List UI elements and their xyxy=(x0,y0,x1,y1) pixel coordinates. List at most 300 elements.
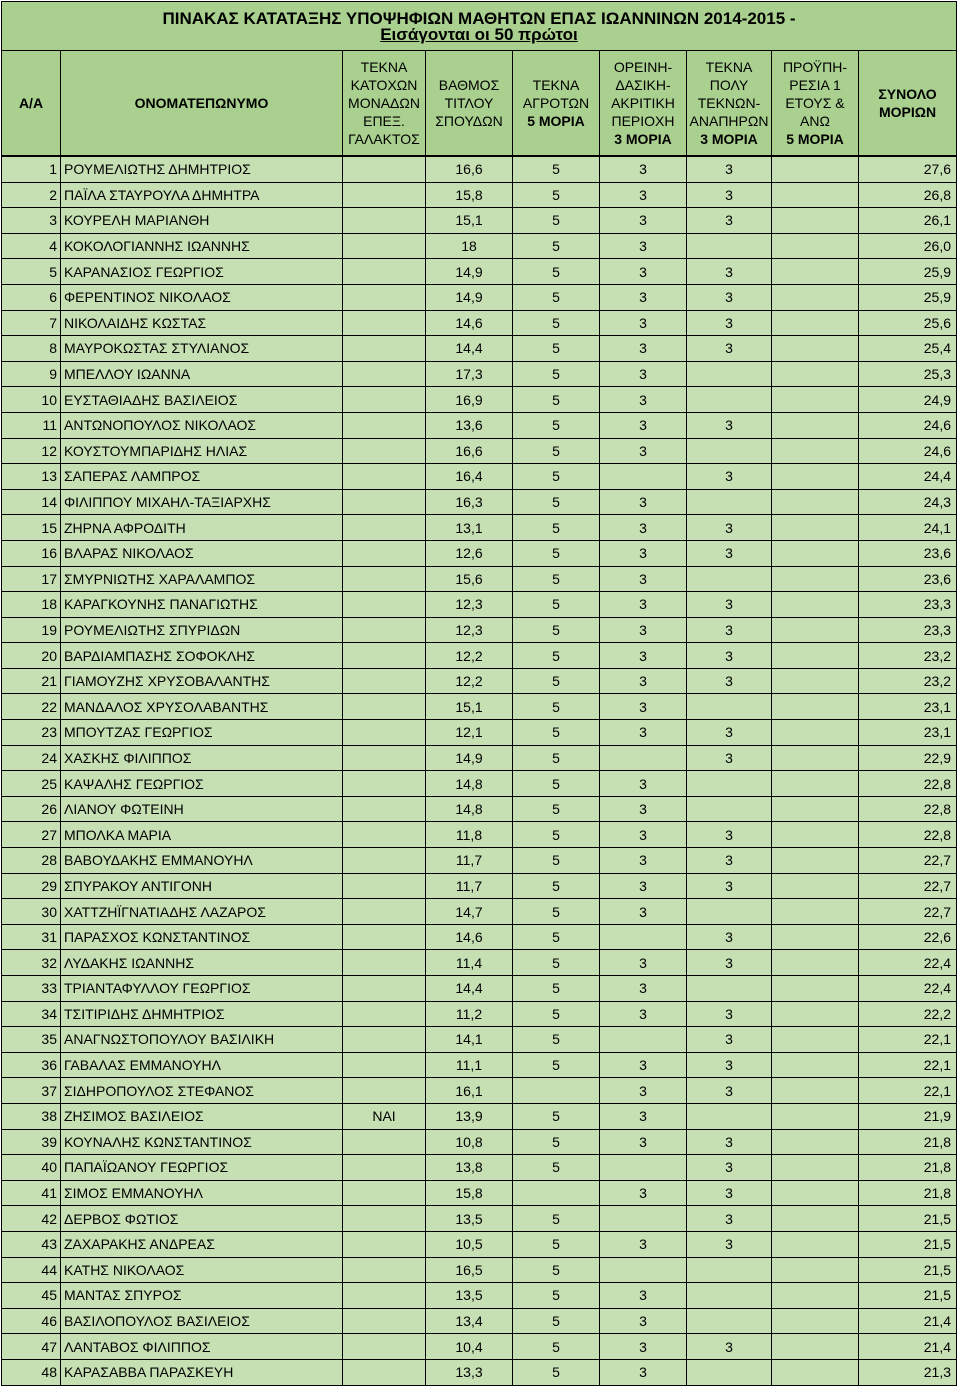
cell-katoxon xyxy=(343,310,426,336)
cell-vathmos: 15,1 xyxy=(426,208,513,234)
table-row xyxy=(2,412,957,438)
cell-vathmos: 14,9 xyxy=(426,259,513,285)
table-row xyxy=(2,1359,957,1385)
cell-vathmos: 14,1 xyxy=(426,1027,513,1053)
cell-aa: 46 xyxy=(2,1308,61,1334)
cell-vathmos: 11,7 xyxy=(426,873,513,899)
cell-vathmos: 13,6 xyxy=(426,412,513,438)
table-row xyxy=(2,1027,957,1053)
cell-synolo: 23,6 xyxy=(859,566,957,592)
cell-oreini: 3 xyxy=(600,1180,687,1206)
cell-aa: 42 xyxy=(2,1206,61,1232)
cell-agroton: 5 xyxy=(513,1359,600,1385)
cell-vathmos: 12,6 xyxy=(426,540,513,566)
cell-katoxon xyxy=(343,720,426,746)
cell-agroton xyxy=(513,1078,600,1104)
cell-vathmos: 13,5 xyxy=(426,1283,513,1309)
cell-polyteknon xyxy=(687,771,772,797)
table-row xyxy=(2,1103,957,1129)
cell-synolo: 23,3 xyxy=(859,592,957,618)
cell-polyteknon: 3 xyxy=(687,284,772,310)
cell-aa: 40 xyxy=(2,1155,61,1181)
cell-oreini: 3 xyxy=(600,284,687,310)
cell-aa: 24 xyxy=(2,745,61,771)
cell-aa: 37 xyxy=(2,1078,61,1104)
table-row xyxy=(2,1052,957,1078)
cell-polyteknon xyxy=(687,489,772,515)
cell-synolo: 24,4 xyxy=(859,464,957,490)
cell-proypiresia xyxy=(772,566,859,592)
cell-agroton: 5 xyxy=(513,668,600,694)
cell-name: ΚΑΤΗΣ ΝΙΚΟΛΑΟΣ xyxy=(61,1257,343,1283)
cell-vathmos: 12,2 xyxy=(426,643,513,669)
cell-oreini xyxy=(600,1257,687,1283)
cell-name: ΕΥΣΤΑΘΙΑΔΗΣ ΒΑΣΙΛΕΙΟΣ xyxy=(61,387,343,413)
cell-katoxon xyxy=(343,464,426,490)
cell-proypiresia xyxy=(772,720,859,746)
cell-polyteknon: 3 xyxy=(687,617,772,643)
table-row xyxy=(2,848,957,874)
cell-aa: 9 xyxy=(2,361,61,387)
cell-vathmos: 11,8 xyxy=(426,822,513,848)
cell-polyteknon: 3 xyxy=(687,1052,772,1078)
cell-proypiresia xyxy=(772,1359,859,1385)
cell-agroton: 5 xyxy=(513,1155,600,1181)
cell-agroton: 5 xyxy=(513,540,600,566)
cell-oreini: 3 xyxy=(600,771,687,797)
table-row xyxy=(2,796,957,822)
cell-aa: 34 xyxy=(2,1001,61,1027)
cell-oreini: 3 xyxy=(600,156,687,182)
header-polyteknon-label: ΤΕΚΝΑ ΠΟΛΥ ΤΕΚΝΩΝ-ΑΝΑΠΗΡΩΝ xyxy=(689,59,769,129)
cell-name: ΖΗΡΝΑ ΑΦΡΟΔΙΤΗ xyxy=(61,515,343,541)
cell-proypiresia xyxy=(772,182,859,208)
table-row xyxy=(2,361,957,387)
table-row xyxy=(2,156,957,182)
table-row xyxy=(2,1231,957,1257)
cell-oreini: 3 xyxy=(600,694,687,720)
header-proypiresia-points: 5 ΜΟΡΙΑ xyxy=(786,131,844,147)
cell-oreini: 3 xyxy=(600,259,687,285)
cell-katoxon xyxy=(343,848,426,874)
cell-aa: 35 xyxy=(2,1027,61,1053)
cell-oreini: 3 xyxy=(600,1129,687,1155)
cell-proypiresia xyxy=(772,873,859,899)
cell-name: ΒΑΣΙΛΟΠΟΥΛΟΣ ΒΑΣΙΛΕΙΟΣ xyxy=(61,1308,343,1334)
cell-oreini: 3 xyxy=(600,1103,687,1129)
cell-polyteknon: 3 xyxy=(687,1001,772,1027)
cell-agroton: 5 xyxy=(513,720,600,746)
cell-synolo: 25,9 xyxy=(859,259,957,285)
cell-name: ΖΗΣΙΜΟΣ ΒΑΣΙΛΕΙΟΣ xyxy=(61,1103,343,1129)
cell-polyteknon xyxy=(687,233,772,259)
table-subtitle: Εισάγονται οι 50 πρώτοι xyxy=(380,25,578,44)
table-row xyxy=(2,310,957,336)
cell-name: ΚΟΥΣΤΟΥΜΠΑΡΙΔΗΣ ΗΛΙΑΣ xyxy=(61,438,343,464)
cell-proypiresia xyxy=(772,233,859,259)
cell-vathmos: 14,6 xyxy=(426,924,513,950)
cell-agroton xyxy=(513,1180,600,1206)
header-oreini xyxy=(600,51,687,157)
cell-oreini xyxy=(600,745,687,771)
cell-polyteknon: 3 xyxy=(687,540,772,566)
cell-polyteknon xyxy=(687,976,772,1002)
cell-synolo: 22,7 xyxy=(859,873,957,899)
cell-agroton: 5 xyxy=(513,387,600,413)
cell-katoxon xyxy=(343,924,426,950)
cell-name: ΣΠΥΡΑΚΟΥ ΑΝΤΙΓΟΝΗ xyxy=(61,873,343,899)
table-title: ΠΙΝΑΚΑΣ ΚΑΤΑΤΑΞΗΣ ΥΠΟΨΗΦΙΩΝ ΜΑΘΗΤΩΝ ΕΠΑΣ ΙΩΑΝΝΙΝΩΝ 2014-2015 - xyxy=(162,9,796,28)
cell-vathmos: 13,1 xyxy=(426,515,513,541)
cell-aa: 48 xyxy=(2,1359,61,1385)
cell-agroton: 5 xyxy=(513,566,600,592)
cell-vathmos: 11,2 xyxy=(426,1001,513,1027)
cell-vathmos: 15,8 xyxy=(426,1180,513,1206)
cell-name: ΚΑΡΑΣΑΒΒΑ ΠΑΡΑΣΚΕΥΗ xyxy=(61,1359,343,1385)
cell-synolo: 21,5 xyxy=(859,1231,957,1257)
cell-katoxon xyxy=(343,643,426,669)
cell-oreini: 3 xyxy=(600,822,687,848)
table-row xyxy=(2,924,957,950)
cell-vathmos: 13,5 xyxy=(426,1206,513,1232)
cell-polyteknon: 3 xyxy=(687,156,772,182)
cell-proypiresia xyxy=(772,771,859,797)
cell-katoxon xyxy=(343,515,426,541)
header-proypiresia-label: ΠΡΟΫΠΗ-ΡΕΣΙΑ 1 ΕΤΟΥΣ & ΑΝΩ xyxy=(782,59,848,129)
cell-proypiresia xyxy=(772,387,859,413)
table-row xyxy=(2,464,957,490)
table-row xyxy=(2,233,957,259)
cell-aa: 30 xyxy=(2,899,61,925)
cell-synolo: 22,1 xyxy=(859,1052,957,1078)
cell-vathmos: 14,9 xyxy=(426,284,513,310)
cell-katoxon xyxy=(343,1359,426,1385)
cell-proypiresia xyxy=(772,1155,859,1181)
cell-vathmos: 16,6 xyxy=(426,438,513,464)
header-agroton-label: ΤΕΚΝΑ ΑΓΡΟΤΩΝ xyxy=(522,77,590,111)
cell-agroton: 5 xyxy=(513,1206,600,1232)
table-row xyxy=(2,1283,957,1309)
cell-aa: 22 xyxy=(2,694,61,720)
table-row xyxy=(2,643,957,669)
cell-polyteknon: 3 xyxy=(687,1334,772,1360)
cell-name: ΜΠΕΛΛΟΥ ΙΩΑΝΝΑ xyxy=(61,361,343,387)
cell-vathmos: 14,6 xyxy=(426,310,513,336)
cell-katoxon xyxy=(343,1155,426,1181)
cell-vathmos: 15,6 xyxy=(426,566,513,592)
cell-name: ΜΑΥΡΟΚΩΣΤΑΣ ΣΤΥΛΙΑΝΟΣ xyxy=(61,336,343,362)
cell-proypiresia xyxy=(772,336,859,362)
header-polyteknon-points: 3 ΜΟΡΙΑ xyxy=(700,131,758,147)
cell-name: ΜΑΝΤΑΣ ΣΠΥΡΟΣ xyxy=(61,1283,343,1309)
cell-name: ΚΟΚΟΛΟΓΙΑΝΝΗΣ ΙΩΑΝΝΗΣ xyxy=(61,233,343,259)
cell-vathmos: 13,8 xyxy=(426,1155,513,1181)
cell-katoxon xyxy=(343,387,426,413)
cell-vathmos: 16,4 xyxy=(426,464,513,490)
cell-polyteknon: 3 xyxy=(687,412,772,438)
cell-katoxon xyxy=(343,1283,426,1309)
cell-agroton: 5 xyxy=(513,771,600,797)
cell-proypiresia xyxy=(772,848,859,874)
table-row xyxy=(2,1129,957,1155)
table-row xyxy=(2,1180,957,1206)
cell-vathmos: 16,9 xyxy=(426,387,513,413)
cell-aa: 43 xyxy=(2,1231,61,1257)
cell-aa: 11 xyxy=(2,412,61,438)
cell-katoxon xyxy=(343,796,426,822)
cell-aa: 38 xyxy=(2,1103,61,1129)
cell-katoxon xyxy=(343,208,426,234)
cell-polyteknon: 3 xyxy=(687,1206,772,1232)
table-row xyxy=(2,873,957,899)
cell-name: ΣΙΔΗΡΟΠΟΥΛΟΣ ΣΤΕΦΑΝΟΣ xyxy=(61,1078,343,1104)
cell-name: ΝΙΚΟΛΑΙΔΗΣ ΚΩΣΤΑΣ xyxy=(61,310,343,336)
cell-proypiresia xyxy=(772,1001,859,1027)
cell-polyteknon: 3 xyxy=(687,848,772,874)
cell-katoxon xyxy=(343,438,426,464)
cell-oreini: 3 xyxy=(600,1078,687,1104)
cell-name: ΚΑΡΑΝΑΣΙΟΣ ΓΕΩΡΓΙΟΣ xyxy=(61,259,343,285)
cell-name: ΧΑΤΤΖΗΪΓΝΑΤΙΑΔΗΣ ΛΑΖΑΡΟΣ xyxy=(61,899,343,925)
cell-agroton: 5 xyxy=(513,1129,600,1155)
cell-name: ΜΑΝΔΑΛΟΣ ΧΡΥΣΟΛΑΒΑΝΤΗΣ xyxy=(61,694,343,720)
cell-name: ΡΟΥΜΕΛΙΩΤΗΣ ΣΠΥΡΙΔΩΝ xyxy=(61,617,343,643)
cell-synolo: 22,1 xyxy=(859,1078,957,1104)
table-row xyxy=(2,1155,957,1181)
cell-name: ΜΠΟΛΚΑ ΜΑΡΙΑ xyxy=(61,822,343,848)
cell-aa: 3 xyxy=(2,208,61,234)
cell-agroton: 5 xyxy=(513,1103,600,1129)
cell-vathmos: 10,5 xyxy=(426,1231,513,1257)
cell-katoxon xyxy=(343,873,426,899)
cell-vathmos: 12,3 xyxy=(426,617,513,643)
cell-name: ΚΑΨΑΛΗΣ ΓΕΩΡΓΙΟΣ xyxy=(61,771,343,797)
table-row xyxy=(2,976,957,1002)
cell-proypiresia xyxy=(772,156,859,182)
cell-polyteknon: 3 xyxy=(687,1027,772,1053)
cell-aa: 47 xyxy=(2,1334,61,1360)
cell-synolo: 22,8 xyxy=(859,771,957,797)
cell-aa: 14 xyxy=(2,489,61,515)
cell-katoxon xyxy=(343,1257,426,1283)
cell-katoxon xyxy=(343,259,426,285)
cell-katoxon xyxy=(343,233,426,259)
header-polyteknon xyxy=(687,51,772,157)
cell-name: ΛΑΝΤΑΒΟΣ ΦΙΛΙΠΠΟΣ xyxy=(61,1334,343,1360)
cell-name: ΒΛΑΡΑΣ ΝΙΚΟΛΑΟΣ xyxy=(61,540,343,566)
header-proypiresia xyxy=(772,51,859,157)
cell-synolo: 23,2 xyxy=(859,668,957,694)
cell-proypiresia xyxy=(772,668,859,694)
cell-oreini: 3 xyxy=(600,336,687,362)
cell-oreini: 3 xyxy=(600,899,687,925)
table-row xyxy=(2,1257,957,1283)
cell-katoxon xyxy=(343,361,426,387)
cell-proypiresia xyxy=(772,208,859,234)
cell-oreini: 3 xyxy=(600,720,687,746)
cell-aa: 23 xyxy=(2,720,61,746)
cell-polyteknon: 3 xyxy=(687,1231,772,1257)
cell-name: ΛΥΔΑΚΗΣ ΙΩΑΝΝΗΣ xyxy=(61,950,343,976)
header-synolo: ΣΥΝΟΛΟ ΜΟΡΙΩΝ xyxy=(859,51,957,157)
cell-oreini xyxy=(600,1206,687,1232)
cell-proypiresia xyxy=(772,796,859,822)
cell-agroton: 5 xyxy=(513,694,600,720)
cell-synolo: 24,6 xyxy=(859,438,957,464)
table-row xyxy=(2,694,957,720)
cell-oreini: 3 xyxy=(600,233,687,259)
cell-agroton: 5 xyxy=(513,796,600,822)
cell-agroton: 5 xyxy=(513,643,600,669)
cell-agroton: 5 xyxy=(513,310,600,336)
cell-aa: 26 xyxy=(2,796,61,822)
cell-proypiresia xyxy=(772,1129,859,1155)
cell-katoxon xyxy=(343,1027,426,1053)
cell-synolo: 21,9 xyxy=(859,1103,957,1129)
cell-oreini: 3 xyxy=(600,182,687,208)
cell-vathmos: 12,2 xyxy=(426,668,513,694)
cell-katoxon xyxy=(343,1078,426,1104)
cell-synolo: 24,3 xyxy=(859,489,957,515)
cell-name: ΚΟΥΝΑΛΗΣ ΚΩΝΣΤΑΝΤΙΝΟΣ xyxy=(61,1129,343,1155)
cell-oreini: 3 xyxy=(600,566,687,592)
cell-aa: 39 xyxy=(2,1129,61,1155)
cell-name: ΒΑΡΔΙΑΜΠΑΣΗΣ ΣΟΦΟΚΛΗΣ xyxy=(61,643,343,669)
cell-proypiresia xyxy=(772,1334,859,1360)
cell-aa: 12 xyxy=(2,438,61,464)
cell-katoxon xyxy=(343,1001,426,1027)
cell-name: ΚΑΡΑΓΚΟΥΝΗΣ ΠΑΝΑΓΙΩΤΗΣ xyxy=(61,592,343,618)
cell-synolo: 21,8 xyxy=(859,1155,957,1181)
cell-polyteknon: 3 xyxy=(687,464,772,490)
cell-agroton: 5 xyxy=(513,924,600,950)
cell-vathmos: 16,1 xyxy=(426,1078,513,1104)
cell-oreini: 3 xyxy=(600,438,687,464)
cell-polyteknon xyxy=(687,796,772,822)
table-row xyxy=(2,822,957,848)
cell-name: ΖΑΧΑΡΑΚΗΣ ΑΝΔΡΕΑΣ xyxy=(61,1231,343,1257)
cell-aa: 21 xyxy=(2,668,61,694)
cell-katoxon xyxy=(343,822,426,848)
table-row xyxy=(2,438,957,464)
cell-agroton: 5 xyxy=(513,976,600,1002)
cell-aa: 1 xyxy=(2,156,61,182)
table-row xyxy=(2,617,957,643)
cell-aa: 7 xyxy=(2,310,61,336)
cell-polyteknon: 3 xyxy=(687,668,772,694)
cell-agroton: 5 xyxy=(513,1257,600,1283)
cell-oreini: 3 xyxy=(600,950,687,976)
table-row xyxy=(2,899,957,925)
cell-katoxon xyxy=(343,1231,426,1257)
cell-vathmos: 13,4 xyxy=(426,1308,513,1334)
cell-agroton: 5 xyxy=(513,233,600,259)
cell-proypiresia xyxy=(772,1027,859,1053)
cell-proypiresia xyxy=(772,592,859,618)
cell-vathmos: 10,8 xyxy=(426,1129,513,1155)
cell-proypiresia xyxy=(772,924,859,950)
cell-synolo: 21,5 xyxy=(859,1206,957,1232)
cell-oreini: 3 xyxy=(600,310,687,336)
cell-agroton: 5 xyxy=(513,1283,600,1309)
cell-proypiresia xyxy=(772,259,859,285)
header-oreini-points: 3 ΜΟΡΙΑ xyxy=(614,131,672,147)
cell-name: ΡΟΥΜΕΛΙΩΤΗΣ ΔΗΜΗΤΡΙΟΣ xyxy=(61,156,343,182)
cell-name: ΑΝΤΩΝΟΠΟΥΛΟΣ ΝΙΚΟΛΑΟΣ xyxy=(61,412,343,438)
cell-proypiresia xyxy=(772,540,859,566)
cell-synolo: 22,9 xyxy=(859,745,957,771)
cell-name: ΤΣΙΤΙΡΙΔΗΣ ΔΗΜΗΤΡΙΟΣ xyxy=(61,1001,343,1027)
cell-synolo: 22,4 xyxy=(859,976,957,1002)
cell-katoxon xyxy=(343,566,426,592)
cell-synolo: 24,9 xyxy=(859,387,957,413)
cell-polyteknon: 3 xyxy=(687,720,772,746)
table-row xyxy=(2,1001,957,1027)
cell-polyteknon: 3 xyxy=(687,822,772,848)
cell-name: ΓΑΒΑΛΑΣ ΕΜΜΑΝΟΥΗΛ xyxy=(61,1052,343,1078)
cell-vathmos: 12,3 xyxy=(426,592,513,618)
table-row xyxy=(2,1308,957,1334)
cell-oreini: 3 xyxy=(600,361,687,387)
cell-polyteknon: 3 xyxy=(687,873,772,899)
ranking-table xyxy=(1,1,957,1386)
cell-polyteknon: 3 xyxy=(687,745,772,771)
cell-oreini: 3 xyxy=(600,976,687,1002)
cell-vathmos: 13,3 xyxy=(426,1359,513,1385)
cell-polyteknon: 3 xyxy=(687,182,772,208)
cell-polyteknon xyxy=(687,387,772,413)
cell-agroton: 5 xyxy=(513,489,600,515)
cell-aa: 16 xyxy=(2,540,61,566)
cell-vathmos: 14,7 xyxy=(426,899,513,925)
cell-vathmos: 15,8 xyxy=(426,182,513,208)
cell-polyteknon: 3 xyxy=(687,592,772,618)
table-row xyxy=(2,208,957,234)
cell-polyteknon xyxy=(687,438,772,464)
cell-name: ΣΙΜΟΣ ΕΜΜΑΝΟΥΗΛ xyxy=(61,1180,343,1206)
cell-synolo: 22,8 xyxy=(859,796,957,822)
table-body xyxy=(2,156,957,1385)
table-row xyxy=(2,489,957,515)
cell-oreini: 3 xyxy=(600,617,687,643)
cell-agroton: 5 xyxy=(513,284,600,310)
cell-aa: 10 xyxy=(2,387,61,413)
cell-vathmos: 14,4 xyxy=(426,976,513,1002)
cell-agroton: 5 xyxy=(513,745,600,771)
cell-name: ΠΑΪΛΑ ΣΤΑΥΡΟΥΛΑ ΔΗΜΗΤΡΑ xyxy=(61,182,343,208)
cell-polyteknon xyxy=(687,1103,772,1129)
table-row xyxy=(2,284,957,310)
cell-agroton: 5 xyxy=(513,412,600,438)
cell-aa: 25 xyxy=(2,771,61,797)
cell-synolo: 22,7 xyxy=(859,848,957,874)
cell-synolo: 21,5 xyxy=(859,1283,957,1309)
cell-vathmos: 16,3 xyxy=(426,489,513,515)
cell-polyteknon: 3 xyxy=(687,1155,772,1181)
cell-proypiresia xyxy=(772,745,859,771)
cell-aa: 8 xyxy=(2,336,61,362)
cell-vathmos: 14,8 xyxy=(426,796,513,822)
cell-synolo: 26,8 xyxy=(859,182,957,208)
cell-synolo: 25,3 xyxy=(859,361,957,387)
cell-synolo: 22,7 xyxy=(859,899,957,925)
cell-vathmos: 14,4 xyxy=(426,336,513,362)
cell-oreini: 3 xyxy=(600,208,687,234)
cell-aa: 15 xyxy=(2,515,61,541)
cell-synolo: 22,2 xyxy=(859,1001,957,1027)
header-aa: Α/Α xyxy=(2,51,61,157)
cell-agroton: 5 xyxy=(513,208,600,234)
